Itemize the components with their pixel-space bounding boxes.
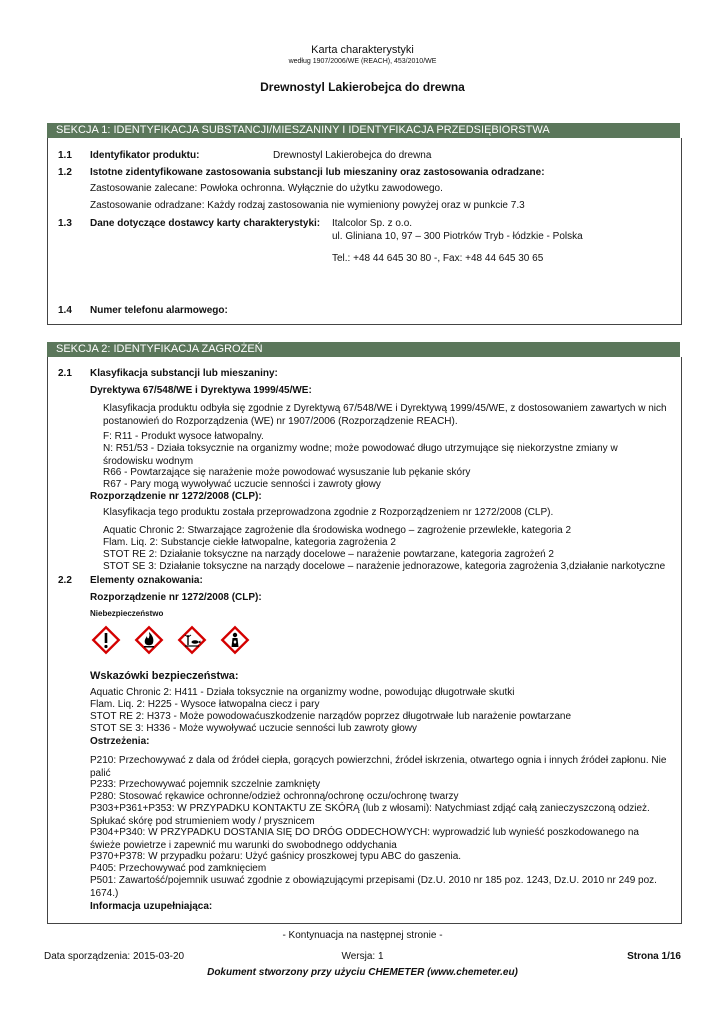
section-1-heading: SEKCJA 1: IDENTYFIKACJA SUBSTANCJI/MIESZANINY I IDENTYFIKACJA PRZEDSIĘBIORSTWA — [47, 123, 680, 138]
s13-number: 1.3 — [58, 218, 72, 229]
supplier-address: ul. Gliniana 10, 97 – 300 Piotrków Tryb - łódzkie - Polska — [332, 231, 583, 242]
s21-number: 2.1 — [58, 368, 72, 379]
s12-recommended: Zastosowanie zalecane: Powłoka ochronna. Wyłącznie do użytku zawodowego. — [90, 183, 443, 194]
s22-clp-label: Rozporządzenie nr 1272/2008 (CLP): — [90, 592, 262, 603]
environment-icon — [177, 625, 207, 655]
document-subtitle: według 1907/2006/WE (REACH), 453/2010/WE — [288, 58, 437, 65]
directive-r66: R66 - Powtarzające się narażenie może powodować wysuszanie lub pękanie skóry — [103, 467, 471, 478]
precaution-p210: P210: Przechowywać z dala od źródeł ciepła, gorących powierzchni, źródeł iskrzenia, otwartego ognia i innych źródeł zapłonu. Nie palić — [90, 755, 667, 779]
hazard-line: STOT SE 3: H336 - Może wywoływać uczucie senności lub zawroty głowy — [90, 723, 417, 734]
s12-not-recommended: Zastosowanie odradzane: Każdy rodzaj zastosowania nie wymieniony powyżej oraz w punkcie 7.3 — [90, 200, 525, 211]
directive-r51-53: N: R51/53 - Działa toksycznie na organizmy wodne; może powodować długo utrzymujące się niekorzystne zmiany w środowisku wodnym — [103, 443, 618, 467]
clp-item: STOT SE 3: Działanie toksyczne na narządy docelowe – narażenie jednorazowe, kategoria zagrożenia 3,działanie narkotyczne — [103, 561, 666, 572]
hazard-statements-label: Wskazówki bezpieczeństwa: — [90, 670, 239, 682]
precaution-p280: P280: Stosować rękawice ochronne/odzież ochronną/ochronę oczu/ochronę twarzy — [90, 791, 459, 802]
precaution-p304: P304+P340: W PRZYPADKU DOSTANIA SIĘ DO DRÓG ODDECHOWYCH: wyprowadzić lub wynieść poszkodowanego na świeże powietrze i zapewnić mu warunki do swobodnego oddychania — [90, 827, 639, 851]
precaution-p233: P233: Przechowywać pojemnik szczelnie zamknięty — [90, 779, 321, 790]
directive-r67: R67 - Pary mogą wywoływać uczucie senności i zawroty głowy — [103, 479, 381, 490]
s11-label: Identyfikator produktu: — [90, 150, 200, 161]
s13-label: Dane dotyczące dostawcy karty charakterystyki: — [90, 218, 321, 229]
s12-number: 1.2 — [58, 167, 72, 178]
s22-number: 2.2 — [58, 575, 72, 586]
warnings-label: Ostrzeżenia: — [90, 736, 150, 747]
page-number: Strona 1/16 — [627, 951, 681, 962]
flame-icon — [134, 625, 164, 655]
s22-label: Elementy oznakowania: — [90, 575, 203, 586]
version: Wersja: 1 — [341, 951, 384, 962]
issue-date: Data sporządzenia: 2015-03-20 — [44, 951, 185, 962]
precaution-p303: P303+P361+P353: W PRZYPADKU KONTAKTU ZE SKÓRĄ (lub z włosami): Natychmiast zdjąć całą zanieczyszczoną odzież. Spłukać skórę pod strumieniem wody / prysznicem — [90, 803, 650, 827]
directive-paragraph: Klasyfikacja produktu odbyła się zgodnie z Dyrektywą 67/548/WE i Dyrektywą 1999/45/WE, z dostosowaniem zawartych w nich postanowień do Rozporządzenia (WE) nr 1907/2006 (Rozporządzenie REACH). — [103, 403, 667, 427]
precaution-p370: P370+P378: W przypadku pożaru: Użyć gaśnicy proszkowej typu ABC do gaszenia. — [90, 851, 462, 862]
precaution-p501: P501: Zawartość/pojemnik usuwać zgodnie z obowiązującymi przepisami (Dz.U. 2010 nr 185 poz. 1243, Dz.U. 2010 nr 249 poz. 1674.) — [90, 875, 657, 899]
clp-item: Aquatic Chronic 2: Stwarzające zagrożenie dla środowiska wodnego – zagrożenie przewlekłe, kategoria 2 — [103, 525, 572, 536]
hazard-line: STOT RE 2: H373 - Może powodowaćuszkodzenie narządów poprzez długotrwałe lub narażenie powtarzane — [90, 711, 572, 722]
directive-label: Dyrektywa 67/548/WE i Dyrektywa 1999/45/WE: — [90, 385, 312, 396]
credit-line: Dokument stworzony przy użyciu CHEMETER (www.chemeter.eu) — [207, 967, 518, 978]
health-hazard-icon — [220, 625, 250, 655]
supplementary-info-label: Informacja uzupełniająca: — [90, 901, 213, 912]
s12-label: Istotne zidentyfikowane zastosowania substancji lub mieszaniny oraz zastosowania odradzane: — [90, 167, 545, 178]
exclamation-icon — [91, 625, 121, 655]
product-title: Drewnostyl Lakierobejca do drewna — [260, 80, 465, 94]
hazard-line: Aquatic Chronic 2: H411 - Działa toksycznie na organizmy wodne, powodując długotrwałe skutki — [90, 687, 515, 698]
s11-value: Drewnostyl Lakierobejca do drewna — [273, 150, 432, 161]
clp-paragraph: Klasyfikacja tego produktu została przeprowadzona zgodnie z Rozporządzeniem nr 1272/2008 (CLP). — [103, 507, 554, 518]
signal-word: Niebezpieczeństwo — [90, 609, 164, 618]
clp-item: STOT RE 2: Działanie toksyczne na narządy docelowe – narażenie powtarzane, kategoria zagrożeń 2 — [103, 549, 554, 560]
clp-item: Flam. Liq. 2: Substancje ciekłe łatwopalne, kategoria zagrożenia 2 — [103, 537, 396, 548]
s21-label: Klasyfikacja substancji lub mieszaniny: — [90, 368, 278, 379]
s14-label: Numer telefonu alarmowego: — [90, 305, 228, 316]
document-title: Karta charakterystyki — [311, 44, 414, 56]
s11-number: 1.1 — [58, 150, 72, 161]
section-2-heading: SEKCJA 2: IDENTYFIKACJA ZAGROŻEŃ — [47, 342, 680, 357]
clp-label: Rozporządzenie nr 1272/2008 (CLP): — [90, 491, 262, 502]
hazard-line: Flam. Liq. 2: H225 - Wysoce łatwopalna ciecz i pary — [90, 699, 320, 710]
continued-note: - Kontynuacja na następnej stronie - — [282, 930, 443, 941]
supplier-phone: Tel.: +48 44 645 30 80 -, Fax: +48 44 645 30 65 — [332, 253, 544, 264]
supplier-company: Italcolor Sp. z o.o. — [332, 218, 413, 229]
precaution-p405: P405: Przechowywać pod zamknięciem — [90, 863, 267, 874]
directive-r11: F: R11 - Produkt wysoce łatwopalny. — [103, 431, 264, 442]
s14-number: 1.4 — [58, 305, 72, 316]
